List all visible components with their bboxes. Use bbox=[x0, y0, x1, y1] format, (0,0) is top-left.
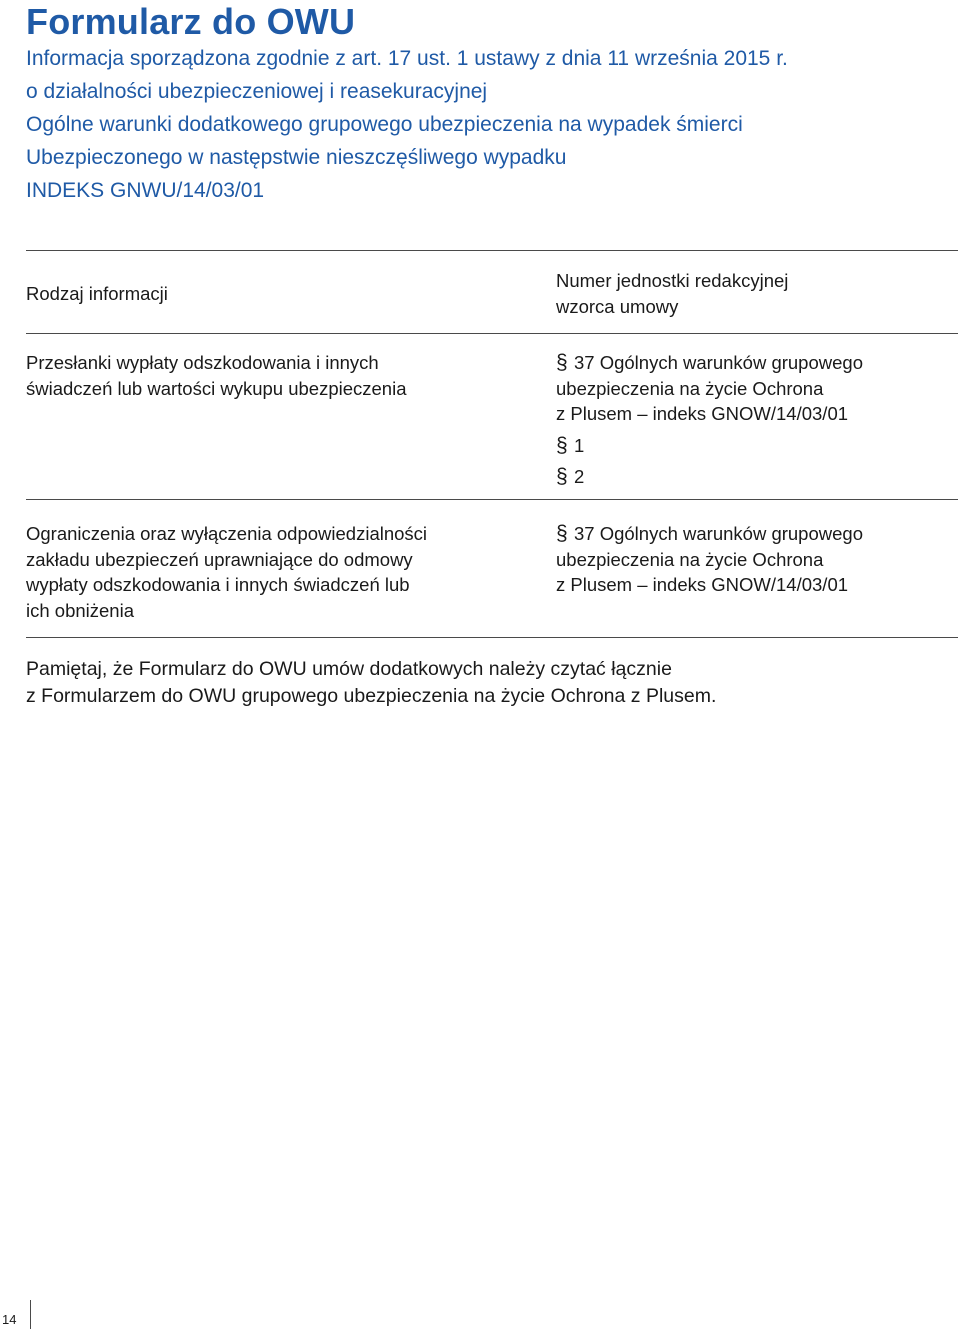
section-reference bbox=[556, 433, 956, 459]
table-row-1-left bbox=[26, 350, 516, 401]
reference-line: 1 bbox=[574, 434, 585, 456]
reference-line: z Plusem – indeks GNOW/14/03/01 bbox=[556, 574, 849, 595]
page-number: 14 bbox=[2, 1312, 17, 1327]
table-bottom-rule bbox=[26, 637, 958, 638]
table-header-rule bbox=[26, 333, 958, 334]
section-sign-icon: § bbox=[556, 522, 568, 545]
row-text-line: świadczeń lub wartości wykupu ubezpieczenia bbox=[26, 377, 407, 399]
header-line: Informacja sporządzona zgodnie z art. 17 ust. 1 ustawy z dnia 11 września 2015 r. bbox=[26, 47, 788, 70]
header-line: o działalności ubezpieczeniowej i reasekuracyjnej bbox=[26, 80, 488, 103]
note-line: Pamiętaj, że Formularz do OWU umów dodatkowych należy czytać łącznie bbox=[26, 658, 672, 680]
header-line: Ubezpieczonego w następstwie nieszczęśliwego wypadku bbox=[26, 146, 567, 169]
reference-line: 37 Ogólnych warunków grupowego bbox=[574, 523, 863, 544]
table-top-rule bbox=[26, 250, 958, 251]
table-row-2-right bbox=[556, 521, 956, 598]
reference-line: z Plusem – indeks GNOW/14/03/01 bbox=[556, 403, 849, 424]
table-row-1-right bbox=[556, 350, 956, 490]
section-sign-icon: § bbox=[556, 351, 568, 374]
section-reference bbox=[556, 464, 956, 490]
reminder-note bbox=[26, 656, 956, 710]
section-sign-icon: § bbox=[556, 433, 568, 457]
table-row-rule bbox=[26, 499, 958, 500]
header-subtitle bbox=[26, 42, 956, 207]
reference-line: ubezpieczenia na życie Ochrona bbox=[556, 377, 824, 399]
column-header-line: wzorca umowy bbox=[556, 295, 679, 317]
section-reference bbox=[556, 350, 956, 376]
header-index: INDEKS GNWU/14/03/01 bbox=[26, 179, 265, 202]
table-header-left bbox=[26, 281, 516, 307]
section-sign-icon: § bbox=[556, 465, 568, 488]
header-line: Ogólne warunki dodatkowego grupowego ubezpieczenia na wypadek śmierci bbox=[26, 113, 743, 136]
reference-line: 37 Ogólnych warunków grupowego bbox=[574, 352, 863, 373]
reference-line: ubezpieczenia na życie Ochrona bbox=[556, 548, 824, 570]
row-text-line: ich obniżenia bbox=[26, 599, 134, 621]
table-row-2-left bbox=[26, 521, 516, 623]
column-header-info-type: Rodzaj informacji bbox=[26, 283, 168, 304]
table-header-right bbox=[556, 268, 956, 319]
note-line: z Formularzem do OWU grupowego ubezpieczenia na życie Ochrona z Plusem. bbox=[26, 685, 717, 707]
reference-line: 2 bbox=[574, 466, 585, 487]
row-text-line: zakładu ubezpieczeń uprawniające do odmowy bbox=[26, 548, 413, 570]
row-text-line: Przesłanki wypłaty odszkodowania i innych bbox=[26, 352, 379, 373]
row-text-line: wypłaty odszkodowania i innych świadczeń lub bbox=[26, 574, 410, 595]
row-text-line: Ograniczenia oraz wyłączenia odpowiedzialności bbox=[26, 523, 428, 544]
column-header-line: Numer jednostki redakcyjnej bbox=[556, 270, 789, 291]
page-title: Formularz do OWU bbox=[26, 1, 356, 42]
document-header bbox=[26, 0, 956, 207]
section-reference bbox=[556, 521, 956, 547]
